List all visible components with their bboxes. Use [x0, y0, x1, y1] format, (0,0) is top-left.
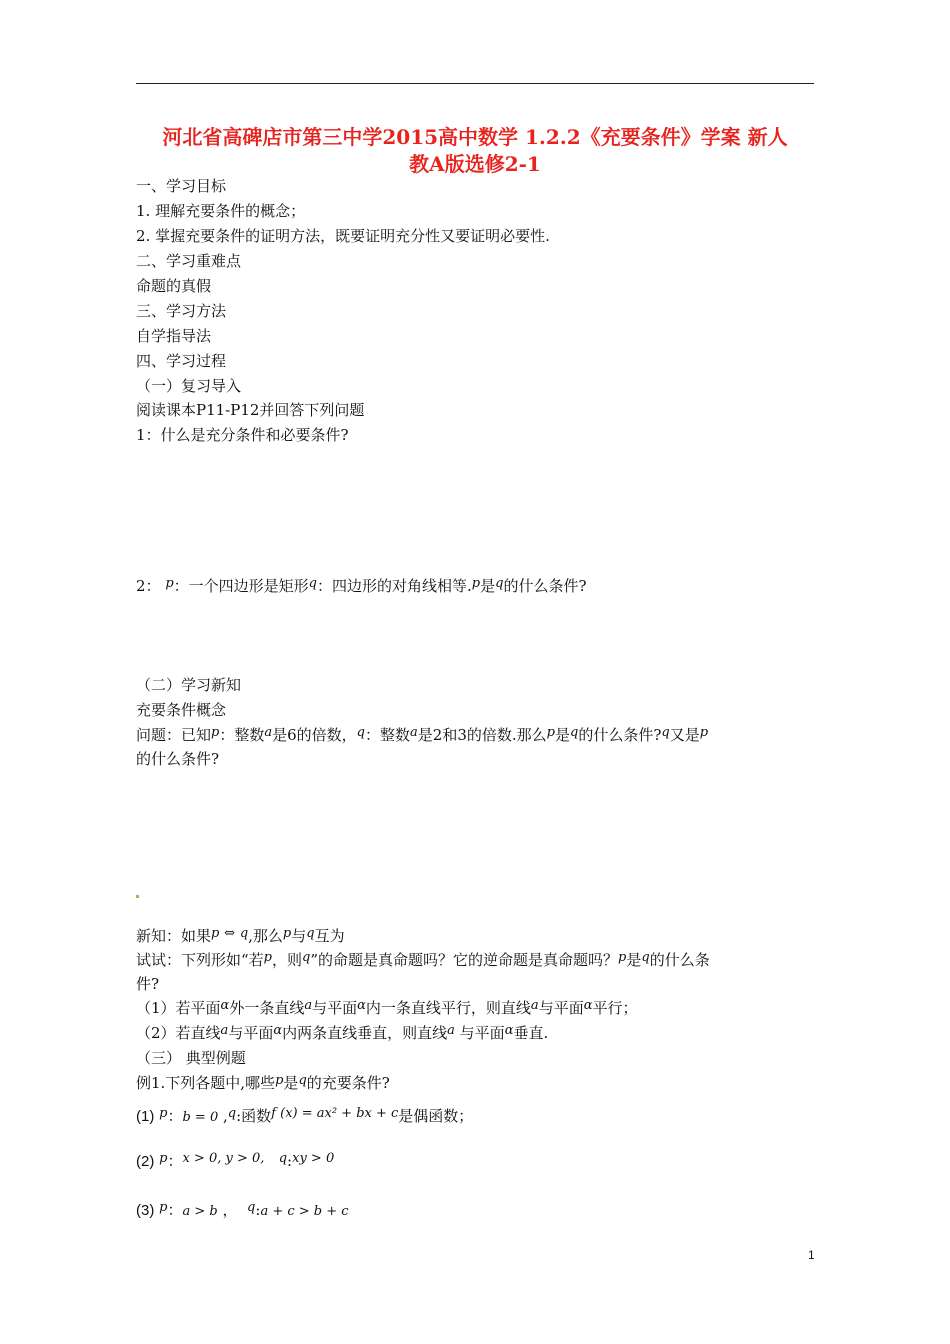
trial-line-2: 件? [136, 975, 160, 993]
page-number: 1 [808, 1248, 815, 1262]
example-item-3: (3) p：a > b ， q:a + c > b + c [136, 1200, 349, 1219]
goal-1: 1. 理解充要条件的概念； [136, 202, 306, 220]
stray-mark [136, 895, 139, 898]
page-title [136, 124, 814, 178]
trial-item-1: （1）若平面α外一条直线a与平面α内一条直线平行，则直线a与平面α平行； [136, 998, 638, 1017]
part-3-heading: （三） 典型例题 [136, 1049, 246, 1067]
trial-line-1: 试试：下列形如“若p，则q”的命题是真命题吗？它的逆命题是真命题吗？p是q的什么条 [136, 950, 710, 969]
reading-instruction: 阅读课本P11-P12并回答下列问题 [136, 401, 365, 419]
section-2-text: 命题的真假 [136, 277, 212, 295]
part-1-heading: （一）复习导入 [136, 377, 242, 395]
goal-2: 2. 掌握充要条件的证明方法，既要证明充分性又要证明必要性. [136, 227, 550, 245]
example-item-1: (1) p：b = 0 ,q:函数f (x) = ax² + bx + c是偶函数； [136, 1106, 474, 1125]
question-1: 1：什么是充分条件和必要条件? [136, 426, 349, 444]
title-line-1: 河北省高碑店市第三中学2015高中数学 1.2.2《充要条件》学案 新人 [162, 125, 788, 149]
example-1: 例1.下列各题中,哪些p是q的充要条件? [136, 1073, 390, 1092]
example-item-2: (2) p：x > 0, y > 0, q:xy > 0 [136, 1151, 335, 1170]
part-2-heading: （二）学习新知 [136, 676, 242, 694]
trial-item-2: （2）若直线a与平面α内两条直线垂直，则直线a 与平面α垂直. [136, 1023, 549, 1042]
concept-title: 充要条件概念 [136, 701, 227, 719]
problem-line-1: 问题：已知p：整数a是6的倍数，q：整数a是2和3的倍数.那么p是q的什么条件?q又是p [136, 725, 709, 744]
section-1-heading: 一、学习目标 [136, 177, 227, 195]
section-2-heading: 二、学习重难点 [136, 252, 242, 270]
question-2: 2： p：一个四边形是矩形q：四边形的对角线相等.p是q的什么条件? [136, 576, 587, 595]
new-knowledge: 新知：如果p ⇔ q,那么p与q互为 [136, 926, 345, 945]
var-p: p [165, 576, 174, 591]
header-rule [136, 83, 814, 84]
section-3-heading: 三、学习方法 [136, 302, 227, 320]
problem-line-2: 的什么条件? [136, 750, 220, 768]
iff-symbol: ⇔ [224, 926, 236, 941]
title-line-2: 教A版选修2-1 [409, 152, 541, 176]
section-3-text: 自学指导法 [136, 327, 212, 345]
section-4-heading: 四、学习过程 [136, 352, 227, 370]
var-q: q [308, 576, 317, 591]
